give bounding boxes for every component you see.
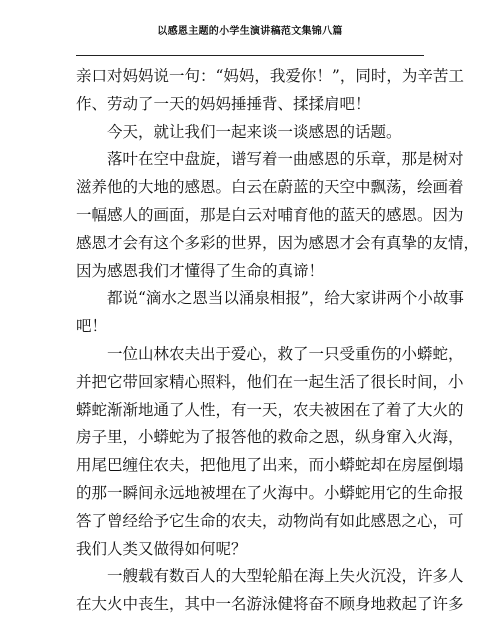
text-line: 滋养他的大地的感恩。白云在蔚蓝的天空中飘荡，绘画着 [76, 178, 464, 197]
running-header: 以感恩主题的小学生演讲稿范文集锦八篇 [157, 26, 343, 37]
text-line: 用尾巴缠住农夫，把他甩了出来，而小蟒蛇却在房屋倒塌 [76, 456, 464, 475]
text-line: 因为感恩我们才懂得了生命的真谛！ [76, 261, 325, 280]
text-line: 吧！ [76, 317, 108, 336]
text-line: 亲口对妈妈说一句：“妈妈，我爱你！”，同时，为辛苦工 [76, 67, 464, 85]
text-line: 一位山林农夫出于爱心，救了一只受重伤的小蟒蛇， [107, 344, 464, 363]
text-line: 一幅感人的画面，那是白云对哺育他的蓝天的感恩。因为 [76, 205, 464, 224]
text-line: 房子里，小蟒蛇为了报答他的救命之恩，纵身窜入火海， [76, 428, 464, 447]
text-line: 蟒蛇渐渐地通了人性，有一天，农夫被困在了着了大火的 [76, 400, 464, 419]
text-line: 作、劳动了一天的妈妈捶捶背、揉揉肩吧！ [76, 94, 371, 113]
text-line: 在大火中丧生，其中一名游泳健将奋不顾身地救起了许多 [76, 595, 464, 614]
text-line: 一艘载有数百人的大型轮船在海上失火沉没，许多人 [107, 567, 464, 586]
text-line: 并把它带回家精心照料，他们在一起生活了很长时间，小 [76, 372, 464, 391]
text-line: 的那一瞬间永远地被埋在了火海中。小蟒蛇用它的生命报 [76, 483, 464, 502]
text-line: 我们人类又做得如何呢？ [76, 539, 247, 558]
text-line: 落叶在空中盘旋，谱写着一曲感恩的乐章，那是树对 [107, 150, 464, 169]
text-line: 今天，就让我们一起来谈一谈感恩的话题。 [107, 122, 402, 141]
text-line: 答了曾经给予它生命的农夫，动物尚有如此感恩之心，可 [76, 511, 464, 530]
header-divider [76, 55, 424, 56]
text-line: 感恩才会有这个多彩的世界，因为感恩才会有真挚的友情， [76, 233, 480, 252]
body-text [76, 63, 480, 619]
text-line: 都说“滴水之恩当以涌泉相报”，给大家讲两个小故事 [107, 289, 464, 308]
